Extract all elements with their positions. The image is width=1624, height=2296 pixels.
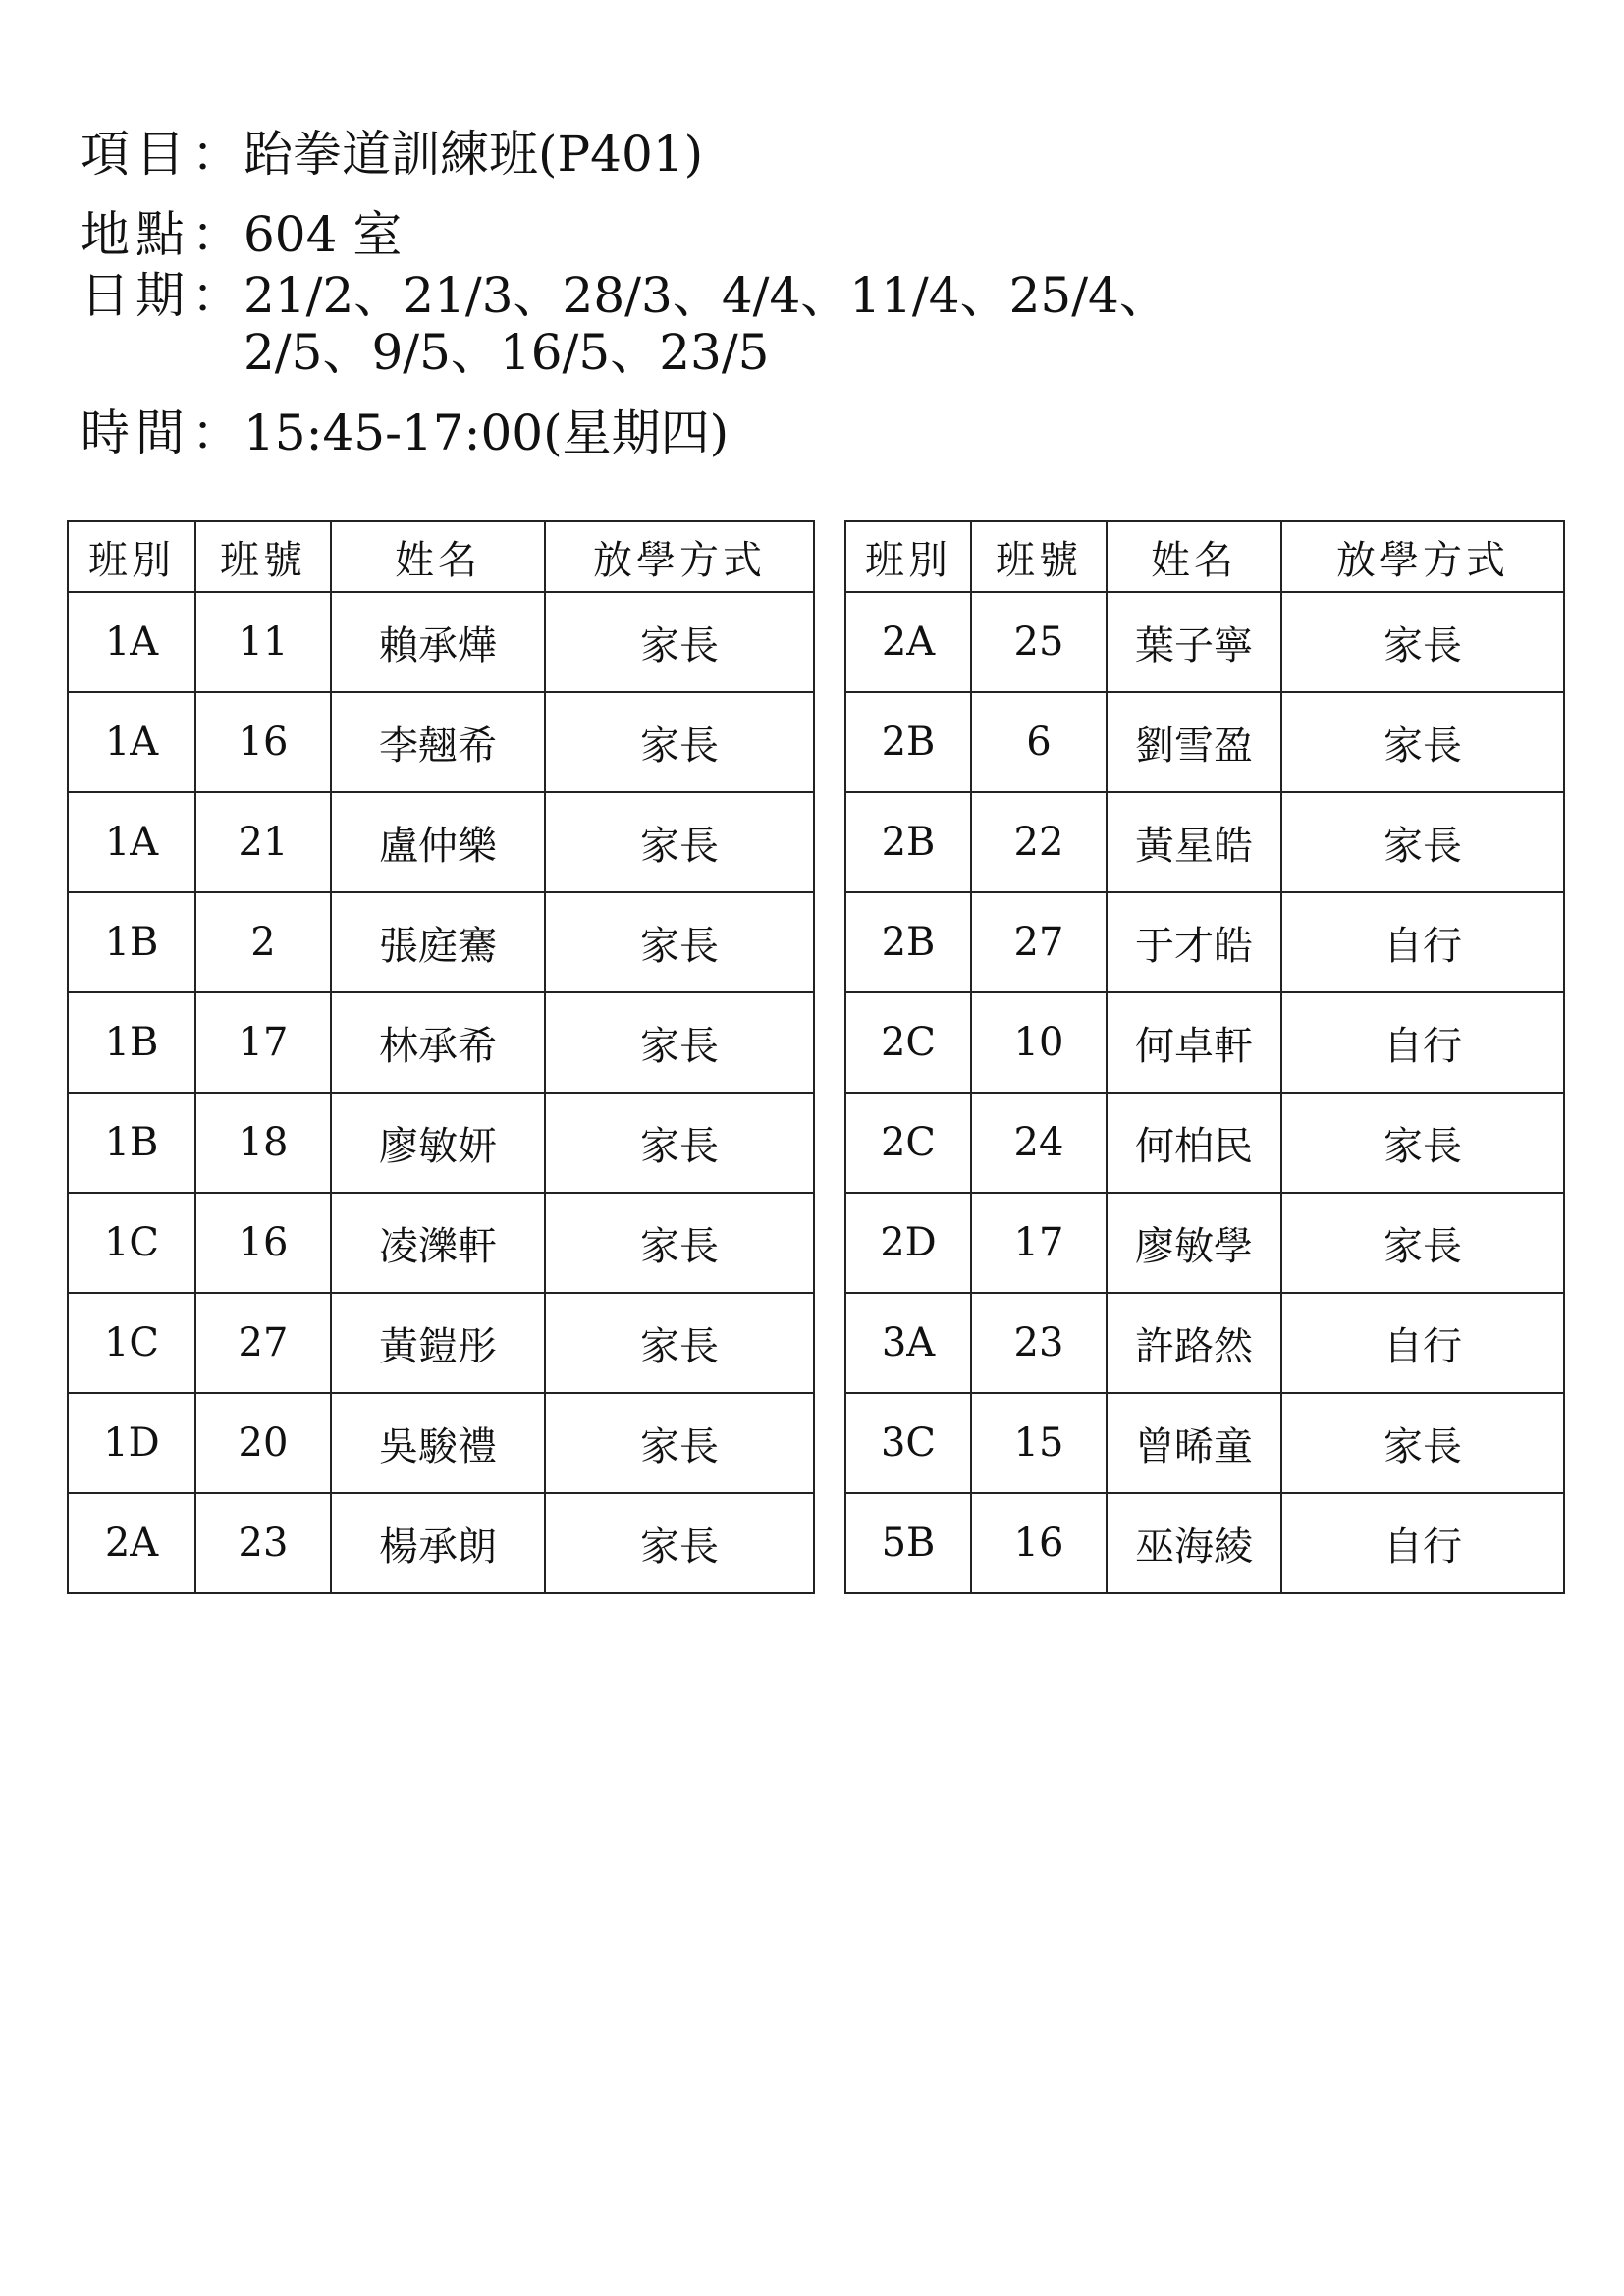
- cell-name: 巫海綾: [1107, 1493, 1281, 1593]
- cell-number: 17: [971, 1193, 1107, 1293]
- cell-number: 23: [971, 1293, 1107, 1393]
- cell-number: 18: [195, 1093, 331, 1193]
- table-row: [68, 692, 814, 792]
- cell-name: 廖敏學: [1107, 1193, 1281, 1293]
- cell-dismissal: 家長: [1281, 792, 1564, 892]
- cell-dismissal: 家長: [545, 1293, 814, 1393]
- table-header-row: [845, 521, 1564, 592]
- cell-dismissal: 家長: [545, 792, 814, 892]
- cell-name: 葉子寧: [1107, 592, 1281, 692]
- cell-class: 1B: [68, 892, 195, 992]
- item-colon: ：: [191, 126, 241, 183]
- cell-name: 黃鎧彤: [331, 1293, 545, 1393]
- cell-name: 張庭騫: [331, 892, 545, 992]
- table-row: [68, 792, 814, 892]
- cell-class: 1B: [68, 992, 195, 1093]
- cell-number: 16: [195, 692, 331, 792]
- cell-dismissal: 自行: [1281, 1293, 1564, 1393]
- cell-name: 盧仲樂: [331, 792, 545, 892]
- date-line-1: 21/2、21/3、28/3、4/4、11/4、25/4、: [244, 267, 1168, 324]
- cell-class: 2B: [845, 892, 971, 992]
- cell-number: 21: [195, 792, 331, 892]
- date-label: 日期: [81, 267, 190, 324]
- cell-class: 3A: [845, 1293, 971, 1393]
- cell-dismissal: 家長: [545, 1193, 814, 1293]
- cell-dismissal: 家長: [545, 1493, 814, 1593]
- cell-name: 廖敏妍: [331, 1093, 545, 1193]
- cell-dismissal: 家長: [1281, 1093, 1564, 1193]
- cell-class: 2B: [845, 692, 971, 792]
- cell-name: 李翹希: [331, 692, 545, 792]
- cell-name: 劉雪盈: [1107, 692, 1281, 792]
- cell-name: 楊承朗: [331, 1493, 545, 1593]
- cell-dismissal: 自行: [1281, 1493, 1564, 1593]
- table-row: [68, 892, 814, 992]
- cell-dismissal: 家長: [545, 592, 814, 692]
- cell-class: 2D: [845, 1193, 971, 1293]
- date-row: [81, 267, 1168, 381]
- cell-class: 1A: [68, 792, 195, 892]
- cell-class: 2C: [845, 1093, 971, 1193]
- cell-number: 16: [195, 1193, 331, 1293]
- cell-class: 1C: [68, 1193, 195, 1293]
- cell-class: 3C: [845, 1393, 971, 1493]
- activity-info: [81, 126, 1168, 461]
- cell-number: 27: [195, 1293, 331, 1393]
- item-label: 項目: [81, 126, 190, 183]
- place-colon: ：: [191, 206, 241, 263]
- roster-body-left: [68, 592, 814, 1593]
- table-row: [845, 792, 1564, 892]
- cell-dismissal: 自行: [1281, 992, 1564, 1093]
- cell-dismissal: 家長: [1281, 1393, 1564, 1493]
- cell-name: 林承希: [331, 992, 545, 1093]
- cell-number: 6: [971, 692, 1107, 792]
- cell-class: 1A: [68, 692, 195, 792]
- cell-class: 1D: [68, 1393, 195, 1493]
- cell-class: 2A: [68, 1493, 195, 1593]
- time-row: [81, 404, 1168, 461]
- header-name: 姓名: [1107, 521, 1281, 592]
- cell-number: 23: [195, 1493, 331, 1593]
- cell-number: 25: [971, 592, 1107, 692]
- roster-body-right: [845, 592, 1564, 1593]
- cell-number: 22: [971, 792, 1107, 892]
- cell-number: 10: [971, 992, 1107, 1093]
- cell-class: 1A: [68, 592, 195, 692]
- cell-name: 吳駿禮: [331, 1393, 545, 1493]
- header-number: 班號: [195, 521, 331, 592]
- cell-name: 何卓軒: [1107, 992, 1281, 1093]
- time-value: 15:45-17:00(星期四): [244, 404, 730, 461]
- table-row: [68, 1293, 814, 1393]
- cell-dismissal: 家長: [1281, 1193, 1564, 1293]
- cell-number: 24: [971, 1093, 1107, 1193]
- date-colon: ：: [191, 267, 241, 324]
- table-row: [68, 1393, 814, 1493]
- table-row: [68, 592, 814, 692]
- table-row: [68, 1193, 814, 1293]
- cell-class: 2B: [845, 792, 971, 892]
- cell-dismissal: 家長: [545, 892, 814, 992]
- cell-dismissal: 家長: [545, 1093, 814, 1193]
- table-row: [68, 992, 814, 1093]
- header-dismissal: 放學方式: [1281, 521, 1564, 592]
- date-line-2: 2/5、9/5、16/5、23/5: [244, 324, 770, 381]
- cell-class: 1C: [68, 1293, 195, 1393]
- header-name: 姓名: [331, 521, 545, 592]
- cell-dismissal: 家長: [545, 692, 814, 792]
- place-value: 604 室: [244, 206, 403, 263]
- cell-dismissal: 家長: [545, 1393, 814, 1493]
- cell-name: 賴承燁: [331, 592, 545, 692]
- table-row: [845, 1493, 1564, 1593]
- header-class: 班別: [68, 521, 195, 592]
- cell-number: 15: [971, 1393, 1107, 1493]
- cell-class: 2C: [845, 992, 971, 1093]
- cell-dismissal: 家長: [545, 992, 814, 1093]
- cell-name: 于才皓: [1107, 892, 1281, 992]
- table-row: [845, 1293, 1564, 1393]
- cell-class: 2A: [845, 592, 971, 692]
- header-number: 班號: [971, 521, 1107, 592]
- table-row: [845, 592, 1564, 692]
- table-row: [845, 1193, 1564, 1293]
- cell-class: 1B: [68, 1093, 195, 1193]
- cell-dismissal: 自行: [1281, 892, 1564, 992]
- time-colon: ：: [191, 404, 241, 461]
- table-row: [845, 1093, 1564, 1193]
- item-value: 跆拳道訓練班(P401): [244, 126, 704, 183]
- cell-class: 5B: [845, 1493, 971, 1593]
- cell-number: 2: [195, 892, 331, 992]
- header-class: 班別: [845, 521, 971, 592]
- cell-number: 20: [195, 1393, 331, 1493]
- cell-dismissal: 家長: [1281, 692, 1564, 792]
- table-row: [845, 992, 1564, 1093]
- cell-name: 何柏民: [1107, 1093, 1281, 1193]
- cell-name: 許路然: [1107, 1293, 1281, 1393]
- item-row: [81, 126, 1168, 183]
- cell-name: 曾晞童: [1107, 1393, 1281, 1493]
- cell-number: 11: [195, 592, 331, 692]
- time-label: 時間: [81, 404, 190, 461]
- cell-number: 16: [971, 1493, 1107, 1593]
- roster-table-right: [844, 520, 1565, 1594]
- table-header-row: [68, 521, 814, 592]
- cell-dismissal: 家長: [1281, 592, 1564, 692]
- table-row: [68, 1093, 814, 1193]
- table-row: [845, 1393, 1564, 1493]
- place-row: [81, 206, 1168, 263]
- table-row: [68, 1493, 814, 1593]
- table-row: [845, 692, 1564, 792]
- header-dismissal: 放學方式: [545, 521, 814, 592]
- place-label: 地點: [81, 206, 190, 263]
- table-row: [845, 892, 1564, 992]
- cell-name: 凌濼軒: [331, 1193, 545, 1293]
- cell-number: 27: [971, 892, 1107, 992]
- roster-table-left: [67, 520, 815, 1594]
- date-value: [244, 267, 1168, 381]
- cell-number: 17: [195, 992, 331, 1093]
- cell-name: 黃星皓: [1107, 792, 1281, 892]
